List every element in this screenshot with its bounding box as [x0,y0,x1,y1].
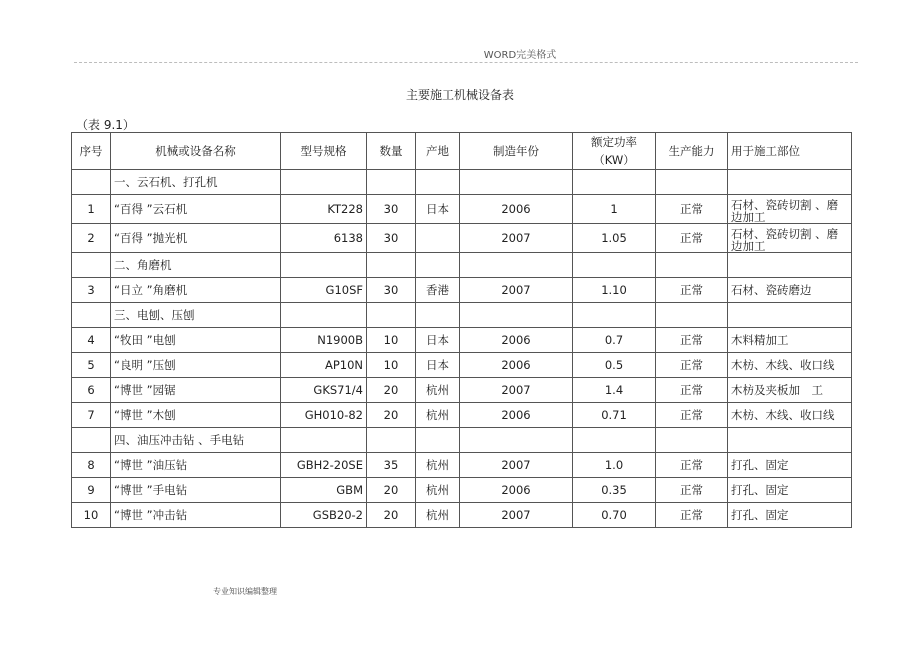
cell-name: “博世 ”冲击钻 [111,503,281,528]
category-row [72,428,852,453]
cell-power: 0.5 [573,353,656,378]
cell-year: 2006 [460,328,573,353]
cell-origin: 日本 [416,195,460,224]
empty-cell [367,303,416,328]
empty-cell [573,428,656,453]
cell-origin: 杭州 [416,503,460,528]
cell-qty: 10 [367,353,416,378]
col-header-power: 额定功率 （KW） [573,133,656,170]
empty-cell [416,303,460,328]
cell-power: 0.70 [573,503,656,528]
cell-name: “博世 ”油压钻 [111,453,281,478]
cell-origin: 杭州 [416,403,460,428]
cell-origin: 日本 [416,328,460,353]
table-number: （表 9.1） [76,118,135,132]
cell-model: G10SF [281,278,367,303]
cell-usage: 石材、瓷砖切割 、磨边加工 [728,224,852,253]
cell-year: 2006 [460,353,573,378]
category-row [72,253,852,278]
cell-model: N1900B [281,328,367,353]
empty-cell [656,303,728,328]
cell-qty: 30 [367,224,416,253]
cell-model: GBM [281,478,367,503]
cell-qty: 35 [367,453,416,478]
table-row [72,278,852,303]
cell-year: 2006 [460,195,573,224]
cell-power: 1.05 [573,224,656,253]
cell-name: “良明 ”压刨 [111,353,281,378]
cell-capacity: 正常 [656,503,728,528]
cell-no: 4 [72,328,111,353]
cell-usage: 打孔、固定 [728,453,852,478]
cell-origin [416,224,460,253]
cell-no: 6 [72,378,111,403]
cell-name: “百得 ”云石机 [111,195,281,224]
page-header-text: WORD完美格式 [483,50,557,61]
cell-no: 8 [72,453,111,478]
cell-capacity: 正常 [656,403,728,428]
col-header-year: 制造年份 [460,133,573,170]
empty-cell [367,428,416,453]
table-row [72,478,852,503]
cell-no: 7 [72,403,111,428]
cell-capacity: 正常 [656,328,728,353]
cell-qty: 30 [367,278,416,303]
empty-cell [656,428,728,453]
empty-cell [281,428,367,453]
cell-origin: 杭州 [416,453,460,478]
table-row [72,453,852,478]
cell-model: KT228 [281,195,367,224]
cell-model: 6138 [281,224,367,253]
empty-cell [656,253,728,278]
cell-power: 1.10 [573,278,656,303]
cell-usage: 木枋、木线、收口线 [728,353,852,378]
cell-power: 1.0 [573,453,656,478]
table-row [72,403,852,428]
cell-qty: 30 [367,195,416,224]
cell-qty: 20 [367,403,416,428]
cell-model: GBH2-20SE [281,453,367,478]
empty-cell [460,170,573,195]
cell-year: 2007 [460,378,573,403]
empty-cell [367,170,416,195]
cell-model: GH010-82 [281,403,367,428]
empty-cell [460,303,573,328]
category-row [72,170,852,195]
cell-usage: 木枋及夹板加 工 [728,378,852,403]
cell-usage: 木料精加工 [728,328,852,353]
cell-no: 2 [72,224,111,253]
header-divider [74,62,858,63]
cell-no: 10 [72,503,111,528]
empty-cell [416,170,460,195]
cell-name: “日立 ”角磨机 [111,278,281,303]
cell-usage: 石材、瓷砖磨边 [728,278,852,303]
empty-cell [367,253,416,278]
category-label: 三、电刨、压刨 [111,303,281,328]
cell-qty: 20 [367,378,416,403]
cell-no: 1 [72,195,111,224]
cell-origin: 杭州 [416,478,460,503]
table-row [72,378,852,403]
category-label: 二、角磨机 [111,253,281,278]
table-row [72,224,852,253]
col-header-name: 机械或设备名称 [111,133,281,170]
col-header-origin: 产地 [416,133,460,170]
empty-cell [656,170,728,195]
cell-year: 2007 [460,224,573,253]
table-body [72,170,852,528]
cell-qty: 20 [367,503,416,528]
empty-cell [573,303,656,328]
cell-no: 5 [72,353,111,378]
cell-capacity: 正常 [656,453,728,478]
cell-name: “博世 ”木刨 [111,403,281,428]
category-label: 四、油压冲击钻 、手电钻 [111,428,281,453]
cell-capacity: 正常 [656,224,728,253]
cell-qty: 10 [367,328,416,353]
empty-cell [728,170,852,195]
cell-capacity: 正常 [656,195,728,224]
empty-cell [460,253,573,278]
cell-usage: 打孔、固定 [728,503,852,528]
table-row [72,353,852,378]
cell-capacity: 正常 [656,378,728,403]
cell-usage: 石材、瓷砖切割 、磨边加工 [728,195,852,224]
empty-cell [728,428,852,453]
cell-qty: 20 [367,478,416,503]
empty-cell [460,428,573,453]
cell-year: 2007 [460,278,573,303]
col-header-no: 序号 [72,133,111,170]
cell-model: GKS71/4 [281,378,367,403]
cell-origin: 杭州 [416,378,460,403]
empty-cell [72,303,111,328]
cell-capacity: 正常 [656,278,728,303]
cell-power: 0.35 [573,478,656,503]
cell-year: 2006 [460,403,573,428]
cell-name: “百得 ”抛光机 [111,224,281,253]
cell-year: 2007 [460,503,573,528]
cell-usage: 木枋、木线、收口线 [728,403,852,428]
table-row [72,503,852,528]
category-row [72,303,852,328]
table-row [72,328,852,353]
empty-cell [416,253,460,278]
cell-capacity: 正常 [656,478,728,503]
empty-cell [728,253,852,278]
col-header-usage: 用于施工部位 [728,133,852,170]
equipment-table [71,132,852,528]
col-header-capacity: 生产能力 [656,133,728,170]
document-title: 主要施工机械设备表 [405,88,514,102]
cell-power: 1 [573,195,656,224]
cell-capacity: 正常 [656,353,728,378]
cell-name: “牧田 ”电刨 [111,328,281,353]
empty-cell [573,253,656,278]
empty-cell [72,170,111,195]
cell-power: 0.7 [573,328,656,353]
cell-origin: 香港 [416,278,460,303]
empty-cell [72,428,111,453]
empty-cell [416,428,460,453]
empty-cell [72,253,111,278]
empty-cell [281,253,367,278]
table-header-row [72,133,852,170]
cell-year: 2006 [460,478,573,503]
col-header-qty: 数量 [367,133,416,170]
empty-cell [573,170,656,195]
cell-no: 9 [72,478,111,503]
cell-no: 3 [72,278,111,303]
col-header-model: 型号规格 [281,133,367,170]
table-row [72,195,852,224]
cell-origin: 日本 [416,353,460,378]
cell-power: 0.71 [573,403,656,428]
empty-cell [281,170,367,195]
empty-cell [728,303,852,328]
empty-cell [281,303,367,328]
cell-year: 2007 [460,453,573,478]
cell-usage: 打孔、固定 [728,478,852,503]
cell-model: GSB20-2 [281,503,367,528]
cell-power: 1.4 [573,378,656,403]
cell-name: “博世 ”手电钻 [111,478,281,503]
cell-name: “博世 ”园锯 [111,378,281,403]
category-label: 一、云石机、打孔机 [111,170,281,195]
cell-model: AP10N [281,353,367,378]
page-footer: 专业知识编辑整理 [213,587,277,596]
